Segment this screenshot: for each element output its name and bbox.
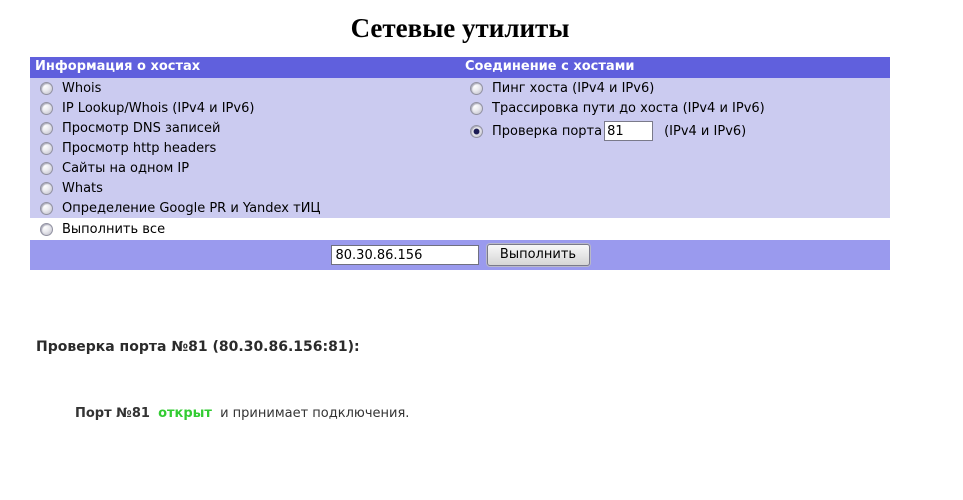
- result-port-label: Порт №81: [75, 406, 150, 421]
- option-whats[interactable]: [30, 178, 460, 198]
- option-label: Выполнить все: [62, 221, 166, 237]
- option-http-headers[interactable]: [30, 138, 460, 158]
- option-label: Сайты на одном IP: [62, 160, 190, 176]
- results-heading: Проверка порта №81 (80.30.86.156:81):: [36, 339, 360, 355]
- option-label: Whats: [62, 180, 103, 196]
- radio-http-headers[interactable]: [40, 142, 53, 155]
- network-tools-panel: [30, 57, 890, 270]
- radio-sites-same-ip[interactable]: [40, 162, 53, 175]
- result-suffix: и принимает подключения.: [220, 406, 410, 421]
- radio-whats[interactable]: [40, 182, 53, 195]
- option-ping[interactable]: [460, 78, 890, 98]
- option-label: Просмотр http headers: [62, 140, 217, 156]
- option-dns-records[interactable]: [30, 118, 460, 138]
- radio-traceroute[interactable]: [470, 102, 483, 115]
- result-status-open: открыт: [158, 406, 212, 421]
- option-label: Пинг хоста (IPv4 и IPv6): [492, 80, 655, 96]
- option-label: Whois: [62, 80, 102, 96]
- option-whois[interactable]: [30, 78, 460, 98]
- option-label: Проверка порта: [492, 123, 603, 139]
- option-label: Трассировка пути до хоста (IPv4 и IPv6): [492, 100, 765, 116]
- option-traceroute[interactable]: [460, 98, 890, 118]
- option-google-pr[interactable]: [30, 198, 460, 218]
- title-wrap: [0, 13, 920, 44]
- radio-google-pr[interactable]: [40, 202, 53, 215]
- panel-header: [30, 57, 890, 78]
- column-host-info: [30, 78, 460, 218]
- port-input[interactable]: [604, 121, 653, 141]
- option-label: Определение Google PR и Yandex тИЦ: [62, 200, 321, 216]
- results-section: [36, 339, 963, 422]
- radio-whois[interactable]: [40, 82, 53, 95]
- radio-ip-lookup[interactable]: [40, 102, 53, 115]
- option-check-port[interactable]: [460, 118, 890, 144]
- option-label-suffix: (IPv4 и IPv6): [664, 123, 747, 139]
- result-line: [75, 406, 963, 422]
- action-row: [30, 240, 890, 270]
- header-host-connect: Соединение с хостами: [465, 59, 635, 74]
- option-ip-lookup[interactable]: [30, 98, 460, 118]
- option-sites-same-ip[interactable]: [30, 158, 460, 178]
- radio-dns-records[interactable]: [40, 122, 53, 135]
- radio-run-all[interactable]: [40, 223, 53, 236]
- option-label: Просмотр DNS записей: [62, 120, 221, 136]
- host-input[interactable]: [331, 245, 479, 265]
- header-host-info: Информация о хостах: [35, 59, 201, 74]
- option-label: IP Lookup/Whois (IPv4 и IPv6): [62, 100, 255, 116]
- panel-body: [30, 78, 890, 218]
- column-host-connect: [460, 78, 890, 218]
- radio-ping[interactable]: [470, 82, 483, 95]
- option-run-all[interactable]: [30, 218, 890, 240]
- execute-button[interactable]: Выполнить: [487, 244, 590, 266]
- radio-check-port[interactable]: [470, 125, 483, 138]
- page-title: Сетевые утилиты: [350, 13, 570, 43]
